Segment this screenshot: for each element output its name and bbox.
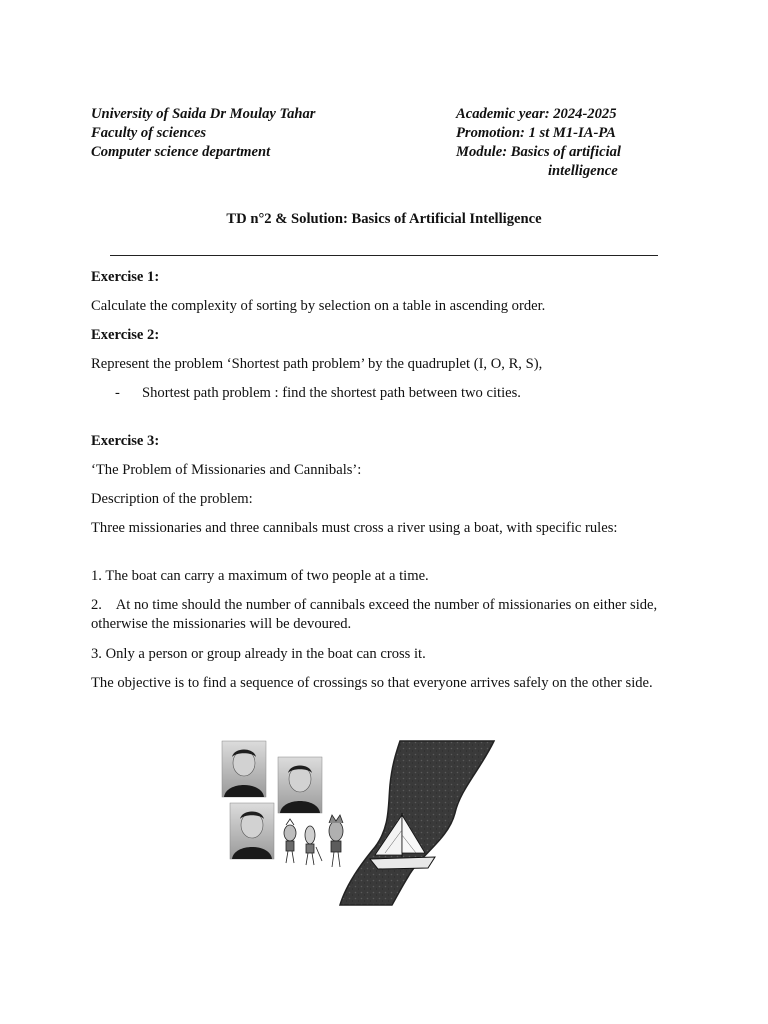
rule-2: 2. At no time should the number of cannibals exceed the number of missionaries on either side, otherwise the missionaries will be devoured. bbox=[91, 597, 661, 632]
exercise-3-problem-title: ‘The Problem of Missionaries and Cannibals’: bbox=[91, 462, 362, 478]
exercise-2-heading: Exercise 2: bbox=[91, 327, 160, 343]
header-course-info bbox=[456, 105, 716, 181]
missionary-photo-1 bbox=[222, 741, 266, 797]
academic-year: Academic year: 2024-2025 bbox=[456, 106, 617, 122]
header-institution bbox=[91, 105, 431, 162]
exercise-3-intro: Three missionaries and three cannibals must cross a river using a boat, with specific rules: bbox=[91, 520, 618, 536]
exercise-3-objective: The objective is to find a sequence of crossings so that everyone arrives safely on the other side. bbox=[91, 675, 653, 691]
faculty-name: Faculty of sciences bbox=[91, 125, 207, 141]
exercise-1-heading: Exercise 1: bbox=[91, 269, 160, 285]
document-title: TD n°2 & Solution: Basics of Artificial Intelligence bbox=[226, 211, 542, 227]
exercise-1-text: Calculate the complexity of sorting by selection on a table in ascending order. bbox=[91, 298, 546, 314]
cannibal-figure-2 bbox=[305, 826, 322, 865]
river bbox=[340, 741, 494, 905]
exercise-3-heading: Exercise 3: bbox=[91, 433, 160, 449]
university-name: University of Saida Dr Moulay Tahar bbox=[91, 106, 316, 122]
department-name: Computer science department bbox=[91, 144, 271, 160]
missionary-photo-2 bbox=[278, 757, 322, 813]
rule-1: 1. The boat can carry a maximum of two people at a time. bbox=[91, 568, 429, 584]
module-line-2: intelligence bbox=[548, 163, 618, 179]
missionary-photo-3 bbox=[230, 803, 274, 859]
promotion: Promotion: 1 st M1-IA-PA bbox=[456, 125, 616, 141]
cannibal-figure-1 bbox=[284, 819, 296, 863]
missionaries-cannibals-illustration bbox=[210, 735, 510, 910]
exercise-2-text: Represent the problem ‘Shortest path problem’ by the quadruplet (I, O, R, S), bbox=[91, 356, 543, 372]
module-line-1: Module: Basics of artificial bbox=[456, 144, 621, 160]
cannibal-figure-3 bbox=[329, 815, 343, 867]
bullet-marker: - bbox=[115, 385, 120, 401]
rule-3: 3. Only a person or group already in the boat can cross it. bbox=[91, 646, 426, 662]
exercise-3-description-label: Description of the problem: bbox=[91, 491, 253, 507]
title-divider bbox=[110, 255, 658, 256]
exercise-2-bullet: Shortest path problem : find the shortest path between two cities. bbox=[142, 385, 521, 401]
